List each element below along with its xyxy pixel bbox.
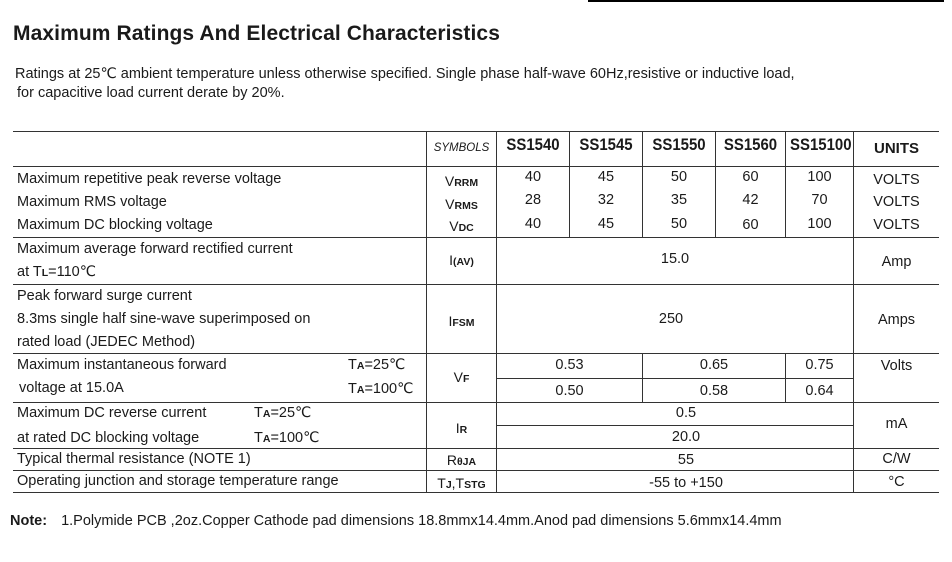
cell-value: 0.65 bbox=[699, 357, 729, 373]
header-model: SS1545 bbox=[579, 135, 633, 154]
row-symbol: VDC bbox=[449, 218, 474, 234]
row-label: Operating junction and storage temperature range bbox=[17, 473, 339, 489]
intro-line-2: for capacitive load current derate by 20%. bbox=[17, 85, 285, 101]
row-rule bbox=[13, 284, 939, 285]
row-symbol: VF bbox=[453, 369, 470, 385]
cell-unit: °C bbox=[888, 474, 905, 490]
footnote bbox=[10, 513, 782, 529]
header-model: SS15100 bbox=[790, 135, 852, 154]
header-model: SS1540 bbox=[506, 135, 560, 154]
cell-value: 32 bbox=[597, 192, 615, 208]
row-label-condition: at TL=110℃ bbox=[17, 264, 97, 280]
cell-value: 50 bbox=[670, 216, 688, 232]
row-symbol: RθJA bbox=[446, 452, 477, 468]
cell-value: 20.0 bbox=[671, 429, 701, 445]
cell-value: 55 bbox=[677, 452, 695, 468]
cell-value: 45 bbox=[597, 216, 615, 232]
cell-value: 0.53 bbox=[555, 357, 584, 373]
row-label: voltage at 15.0A bbox=[19, 380, 124, 396]
cell-value: 42 bbox=[742, 192, 759, 208]
note-label: Note: bbox=[10, 513, 48, 529]
row-rule bbox=[13, 353, 939, 354]
cell-value: 250 bbox=[658, 311, 684, 327]
row-label: 8.3ms single half sine-wave superimposed on bbox=[17, 311, 311, 327]
cell-value: 50 bbox=[670, 169, 688, 185]
row-label: Maximum DC blocking voltage bbox=[17, 217, 213, 233]
cell-unit: VOLTS bbox=[873, 194, 920, 210]
cell-value: 0.58 bbox=[699, 383, 729, 399]
row-condition: TA=100℃ bbox=[348, 381, 414, 397]
cell-value: 40 bbox=[524, 216, 542, 232]
header-model: SS1560 bbox=[723, 135, 778, 154]
cell-unit: Volts bbox=[880, 358, 913, 374]
intro-line-1: Ratings at 25℃ ambient temperature unless otherwise specified. Single phase half-wave 60Hz,resistive or inductive load, bbox=[15, 66, 795, 82]
row-symbol: VRMS bbox=[445, 196, 478, 212]
cell-value: 60 bbox=[742, 169, 759, 185]
cell-value: 0.64 bbox=[805, 383, 834, 399]
row-symbol: I(AV) bbox=[449, 252, 474, 268]
header-symbols: SYMBOLS bbox=[433, 142, 490, 154]
note-text: 1.Polymide PCB ,2oz.Copper Cathode pad dimensions 18.8mmx14.4mm.Anod pad dimensions 5.6mmx14.4mm bbox=[61, 513, 782, 529]
cell-value: 15.0 bbox=[660, 251, 690, 267]
row-rule bbox=[13, 402, 939, 403]
cell-value: 28 bbox=[524, 192, 542, 208]
vf-mid-rule bbox=[497, 378, 853, 379]
row-label: rated load (JEDEC Method) bbox=[17, 334, 196, 350]
row-condition: TA=100℃ bbox=[254, 430, 320, 446]
header-model: SS1550 bbox=[652, 135, 706, 154]
cell-value: 70 bbox=[811, 192, 828, 208]
intro-text bbox=[15, 65, 945, 103]
cell-unit: VOLTS bbox=[873, 217, 920, 233]
row-label: Maximum RMS voltage bbox=[17, 194, 167, 210]
cell-value: 0.75 bbox=[805, 357, 834, 373]
row-label: Maximum instantaneous forward bbox=[17, 357, 227, 373]
row-symbol: VRRM bbox=[444, 173, 479, 189]
row-label: Maximum average forward rectified current bbox=[17, 241, 293, 257]
cell-unit: C/W bbox=[882, 451, 911, 467]
row-symbol: IR bbox=[455, 420, 468, 436]
cell-value: 40 bbox=[524, 169, 542, 185]
header-units: UNITS bbox=[874, 140, 919, 157]
cell-value: 35 bbox=[670, 192, 688, 208]
row-symbol: IFSM bbox=[448, 313, 475, 329]
header-bottom-rule bbox=[13, 166, 939, 167]
cell-unit: VOLTS bbox=[873, 172, 920, 188]
cell-unit: Amp bbox=[881, 254, 912, 270]
row-rule bbox=[13, 237, 939, 238]
row-condition: TA=25℃ bbox=[348, 357, 406, 373]
cell-value: 100 bbox=[807, 169, 832, 185]
cell-value: 45 bbox=[597, 169, 615, 185]
ir-mid-rule bbox=[497, 425, 853, 426]
cell-unit: mA bbox=[885, 416, 908, 432]
cell-value: -55 to +150 bbox=[649, 475, 723, 491]
cell-value: 0.50 bbox=[555, 383, 584, 399]
cell-value: 0.5 bbox=[675, 405, 697, 421]
row-condition: TA=25℃ bbox=[254, 405, 312, 421]
cell-unit: Amps bbox=[877, 312, 916, 328]
top-border-line bbox=[588, 0, 944, 2]
row-symbol: TJ,TSTG bbox=[437, 475, 486, 491]
row-label: at rated DC blocking voltage bbox=[17, 430, 200, 446]
page-title: Maximum Ratings And Electrical Characteristics bbox=[13, 22, 500, 45]
row-rule bbox=[13, 448, 939, 449]
cell-value: 60 bbox=[742, 217, 759, 233]
row-label: Maximum repetitive peak reverse voltage bbox=[17, 171, 282, 187]
table-top-rule bbox=[13, 131, 939, 132]
row-label: Peak forward surge current bbox=[17, 288, 192, 304]
cell-value: 100 bbox=[807, 216, 832, 232]
row-label: Typical thermal resistance (NOTE 1) bbox=[17, 451, 251, 467]
row-label: Maximum DC reverse current bbox=[17, 405, 207, 421]
